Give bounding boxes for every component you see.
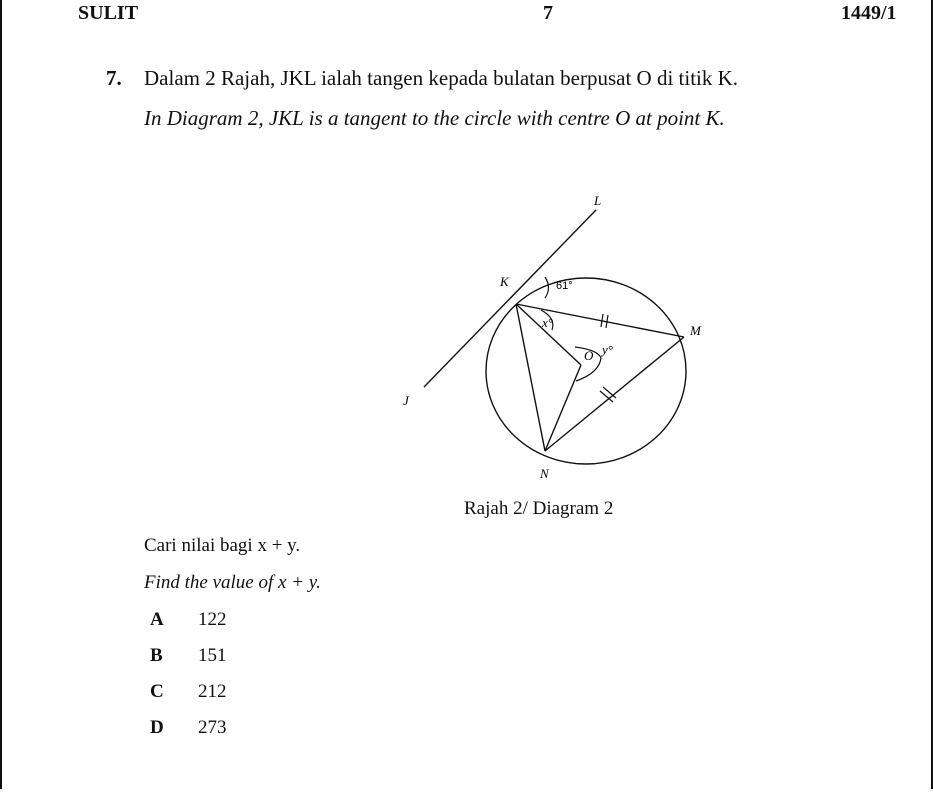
label-o: O (584, 348, 594, 363)
header-page-number: 7 (543, 2, 553, 24)
option-value: 212 (198, 681, 227, 702)
option-value: 151 (198, 645, 227, 666)
option-letter: B (150, 645, 163, 666)
question-text-malay: Dalam 2 Rajah, JKL ialah tangen kepada bulatan berpusat O di titik K. (144, 66, 739, 90)
option-letter: D (150, 717, 164, 738)
label-j: J (403, 393, 409, 408)
diagram-caption: Rajah 2/ Diagram 2 (464, 498, 614, 519)
tick-nm-1 (603, 387, 616, 398)
option-letter: A (150, 609, 164, 630)
chord-kn (516, 304, 545, 451)
option-a[interactable] (150, 609, 227, 631)
label-k: K (500, 274, 509, 289)
angle-y-label: y° (602, 342, 613, 357)
angle-arc-61 (545, 277, 549, 298)
tangent-line-jkl (424, 210, 596, 387)
chord-nm (545, 337, 684, 451)
label-n: N (540, 466, 549, 481)
option-letter: C (150, 681, 164, 702)
question-number: 7. (106, 66, 122, 90)
question-text-english: In Diagram 2, JKL is a tangent to the circle with centre O at point K. (144, 106, 725, 130)
label-m: M (690, 323, 701, 338)
header-paper-code: 1449/1 (841, 2, 897, 24)
prompt-english: Find the value of x + y. (144, 572, 321, 593)
label-l: L (594, 193, 602, 208)
angle-61-label: 61° (556, 280, 573, 292)
option-value: 122 (198, 609, 227, 630)
option-value: 273 (198, 717, 227, 738)
option-c[interactable] (150, 681, 227, 703)
option-d[interactable] (150, 717, 227, 739)
option-b[interactable] (150, 645, 227, 667)
prompt-malay: Cari nilai bagi x + y. (144, 535, 301, 556)
header-sulit: SULIT (78, 2, 139, 24)
angle-x-label: x° (542, 315, 553, 330)
radius-on (545, 365, 581, 451)
